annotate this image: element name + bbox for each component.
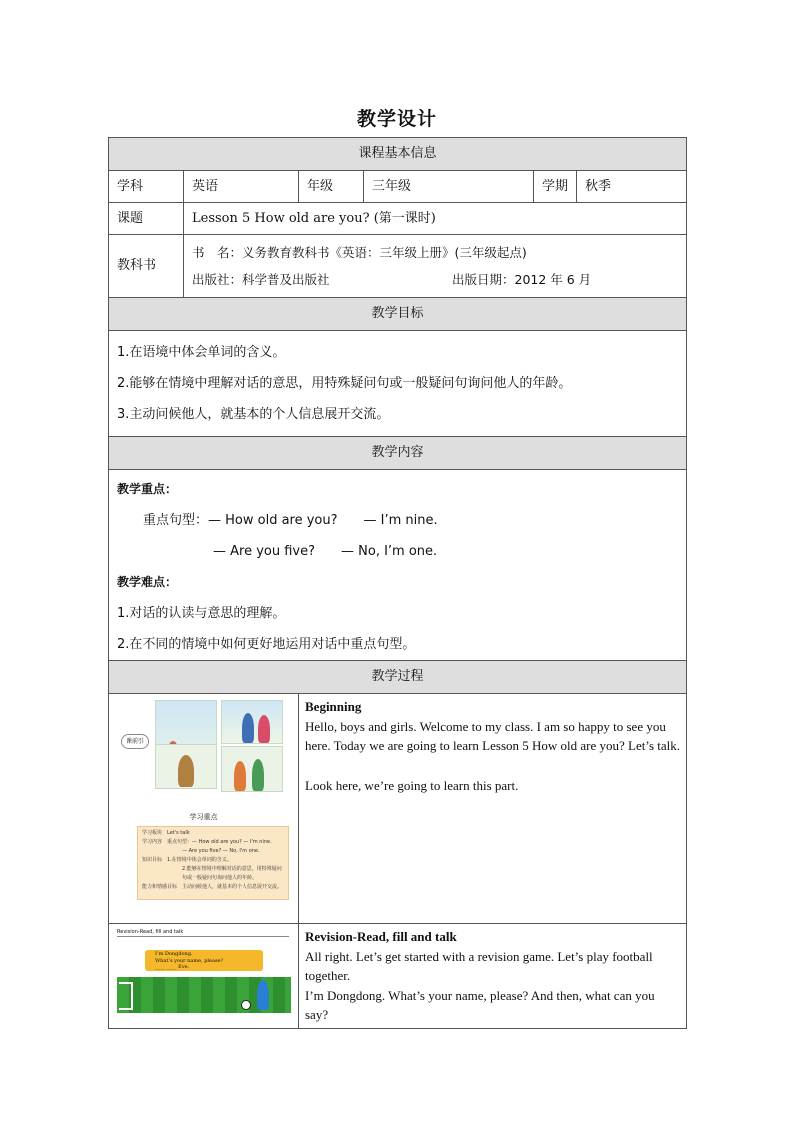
subject-value: 英语 bbox=[184, 171, 299, 203]
content-header: 教学内容 bbox=[109, 437, 687, 470]
difficulty-label: 教学难点： bbox=[117, 575, 178, 589]
grade-label: 年级 bbox=[299, 171, 364, 203]
goal-item: 1.在语境中体会单词的含义。 bbox=[117, 345, 286, 360]
focus-row: — Are you five? — No, I'm one. bbox=[182, 848, 260, 854]
focus-row: 2.能够在情境中理解对话的意思，用特殊疑问 bbox=[182, 866, 282, 872]
topic-value: Lesson 5 How old are you? (第一课时) bbox=[184, 203, 687, 235]
bubble-line: ____ ____ Eve. bbox=[155, 964, 190, 970]
step-title: Beginning bbox=[305, 699, 362, 714]
goal-item: 2.能够在情境中理解对话的意思，用特殊疑问句或一般疑问句询问他人的年龄。 bbox=[117, 376, 572, 391]
bubble-line: I’m Dongdong. bbox=[155, 951, 193, 957]
difficulty-item: 2.在不同的情境中如何更好地运用对话中重点句型。 bbox=[117, 637, 416, 652]
player-figure bbox=[257, 980, 269, 1010]
focus-table bbox=[137, 826, 289, 900]
bubble-line: What’s your name, please? bbox=[155, 957, 224, 964]
speech-bubble bbox=[145, 950, 263, 971]
beginning-slide-image bbox=[109, 694, 299, 924]
focus-title: 学习重点 bbox=[189, 813, 218, 821]
document-title: 教学设计 bbox=[356, 108, 437, 130]
character-figure bbox=[258, 715, 270, 743]
goal-post-icon bbox=[119, 982, 133, 1010]
publish-date: 出版日期：2012 年 6 月 bbox=[452, 272, 592, 287]
goal-item: 3.主动问候他人，就基本的个人信息展开交流。 bbox=[117, 407, 390, 422]
revision-text bbox=[299, 924, 687, 1029]
step-title: Revision-Read, fill and talk bbox=[305, 929, 457, 944]
content-body bbox=[109, 470, 687, 661]
character-figure bbox=[242, 713, 254, 743]
comic-panel bbox=[221, 700, 283, 744]
step-paragraph: Hello, boys and girls. Welcome to my class. I am so happy to see you here. Today we are going to learn Lesson 5 How old are you? Let’s talk. bbox=[305, 718, 681, 753]
process-header: 教学过程 bbox=[109, 661, 687, 694]
focus-row: 学习板块 Let's talk bbox=[142, 830, 190, 836]
character-figure bbox=[234, 761, 246, 791]
subject-label: 学科 bbox=[109, 171, 184, 203]
step-paragraph: Look here, we’re going to learn this part. bbox=[305, 778, 519, 794]
publisher-row bbox=[192, 266, 678, 293]
grade-value: 三年级 bbox=[364, 171, 534, 203]
goals-list bbox=[109, 331, 687, 437]
lesson-plan-table bbox=[108, 137, 687, 1029]
step-paragraph: I’m Dongdong. What’s your name, please? And then, what can you say? bbox=[305, 987, 655, 1022]
term-value: 秋季 bbox=[577, 171, 687, 203]
goals-header: 教学目标 bbox=[109, 298, 687, 331]
focus-row: 知识目标 1.在情境中体会单词的含义。 bbox=[142, 857, 232, 863]
book-name: 书 名：义务教育教科书《英语：三年级上册》(三年级起点) bbox=[192, 245, 527, 260]
focus-row: 能力和情感目标 主动问候他人，就基本的个人信息展开交流。 bbox=[142, 884, 283, 890]
topic-label: 课题 bbox=[109, 203, 184, 235]
focus-row: 学习内容 重点句型：— How old are you? — I'm nine. bbox=[142, 839, 272, 845]
pre-class-button[interactable]: 课前引 bbox=[121, 734, 149, 749]
textbook-label: 教科书 bbox=[109, 235, 184, 298]
difficulty-item: 1.对话的认读与意思的理解。 bbox=[117, 606, 286, 621]
comic-panel bbox=[221, 746, 283, 792]
caption-divider bbox=[117, 936, 289, 937]
character-figure bbox=[252, 759, 264, 791]
slide-caption: Revision-Read, fill and talk bbox=[117, 929, 184, 935]
term-label: 学期 bbox=[534, 171, 577, 203]
character-figure bbox=[178, 755, 194, 787]
publisher: 出版社：科学普及出版社 bbox=[192, 272, 330, 287]
football-icon bbox=[241, 1000, 251, 1010]
key-point-label: 教学重点： bbox=[117, 482, 178, 496]
textbook-info bbox=[184, 235, 687, 298]
revision-slide-image bbox=[109, 924, 299, 1029]
key-sentence-1: 重点句型：— How old are you? — I’m nine. bbox=[143, 513, 438, 528]
basic-info-header: 课程基本信息 bbox=[109, 138, 687, 171]
step-paragraph: All right. Let’s get started with a revision game. Let’s play football together. bbox=[305, 948, 653, 983]
key-sentence-2: — Are you five? — No, I’m one. bbox=[213, 544, 438, 559]
focus-row: 句或一般疑问句询问他人的年龄。 bbox=[182, 875, 258, 881]
beginning-text bbox=[299, 694, 687, 924]
comic-panel bbox=[155, 744, 217, 789]
